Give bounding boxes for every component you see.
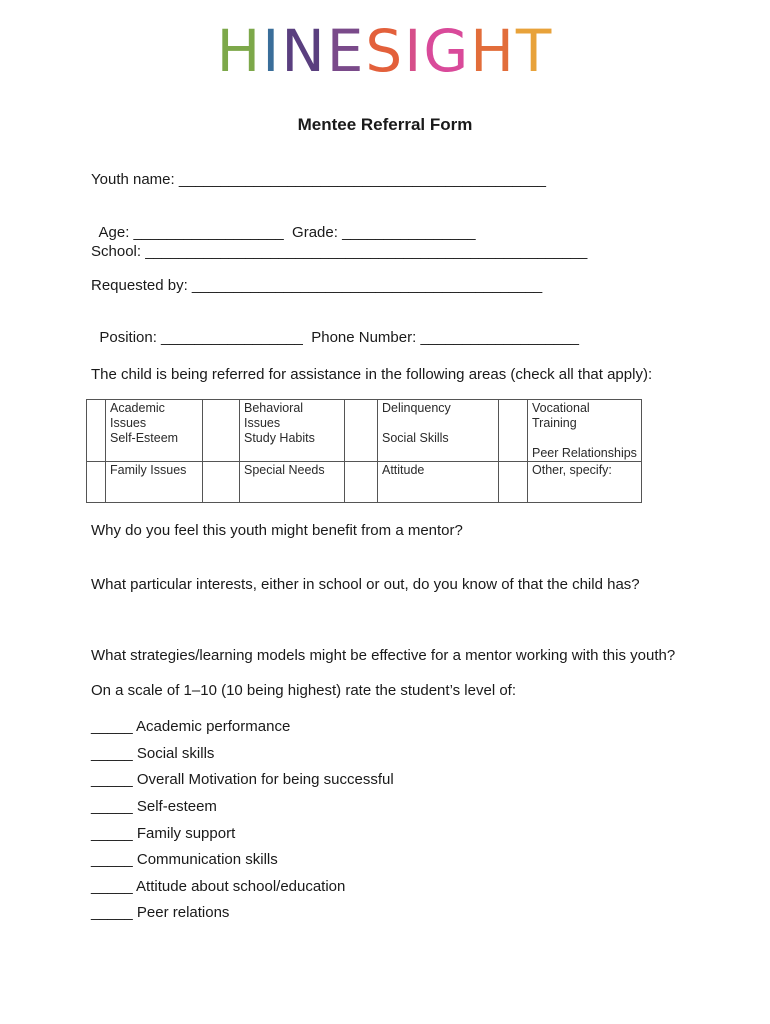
school-field[interactable]: School: _____________________________________________________ — [91, 243, 588, 260]
youth-name-field[interactable]: Youth name: ____________________________________________ — [91, 171, 546, 188]
checkbox-special-needs[interactable] — [203, 462, 240, 503]
referral-areas-table — [86, 399, 642, 503]
logo-letter: G — [423, 17, 471, 85]
area-label: Attitude — [382, 463, 425, 477]
rating-academic-performance[interactable]: _____ Academic performance — [91, 718, 291, 735]
area-label: Special Needs — [244, 463, 325, 477]
checkbox-other[interactable] — [499, 462, 528, 503]
rating-social-skills[interactable]: _____ Social skills — [91, 745, 215, 762]
area-label: Delinquency — [382, 401, 451, 415]
area-label: Behavioral — [244, 401, 304, 415]
area-label: Family Issues — [110, 463, 187, 477]
checkbox-vocational-peer[interactable] — [499, 400, 528, 462]
position-field[interactable]: Position: _________________ — [99, 329, 303, 346]
logo-letter: H — [216, 17, 263, 85]
logo-letter: T — [515, 17, 554, 85]
area-label: Issues — [110, 416, 147, 430]
area-label: Vocational Training — [532, 401, 590, 430]
checkbox-family-issues[interactable] — [87, 462, 106, 503]
question-interests: What particular interests, either in school or out, do you know of that the child has? — [91, 576, 640, 593]
area-label: Peer Relationships — [532, 446, 637, 460]
rating-peer-relations[interactable]: _____ Peer relations — [91, 904, 230, 921]
checkbox-attitude[interactable] — [345, 462, 378, 503]
phone-number-field[interactable]: Phone Number: ___________________ — [311, 329, 579, 346]
logo-letter: S — [365, 17, 405, 85]
checkbox-delinquency-social[interactable] — [345, 400, 378, 462]
checkbox-behavioral-study[interactable] — [203, 400, 240, 462]
age-field[interactable]: Age: __________________ — [98, 224, 284, 241]
area-label — [382, 416, 494, 431]
rating-motivation[interactable]: _____ Overall Motivation for being successful — [91, 771, 394, 788]
area-label: Social Skills — [382, 431, 449, 445]
area-label — [532, 431, 637, 446]
grade-field[interactable]: Grade: ________________ — [292, 224, 476, 241]
logo-letter: H — [470, 17, 516, 85]
logo-letter: I — [262, 17, 282, 85]
area-label: Other, specify: — [532, 463, 612, 477]
areas-intro: The child is being referred for assistance in the following areas (check all that apply): — [91, 366, 653, 383]
rating-self-esteem[interactable]: _____ Self-esteem — [91, 798, 217, 815]
rating-attitude-school[interactable]: _____ Attitude about school/education — [91, 878, 346, 895]
question-strategies: What strategies/learning models might be effective for a mentor working with this youth? — [91, 647, 676, 664]
form-title: Mentee Referral Form — [297, 115, 473, 134]
rating-scale-intro: On a scale of 1–10 (10 being highest) rate the student’s level of: — [91, 682, 516, 699]
rating-family-support[interactable]: _____ Family support — [91, 825, 236, 842]
area-label: Self-Esteem — [110, 431, 179, 445]
logo-letter: I — [404, 17, 424, 85]
checkbox-academic-selfesteem[interactable] — [87, 400, 106, 462]
area-label: Issues — [244, 416, 281, 430]
rating-communication[interactable]: _____ Communication skills — [91, 851, 278, 868]
hinesight-logo — [0, 18, 770, 84]
logo-letter: E — [326, 17, 366, 85]
area-label: Study Habits — [244, 431, 315, 445]
question-mentor-benefit: Why do you feel this youth might benefit from a mentor? — [91, 522, 463, 539]
area-label: Academic — [110, 401, 165, 415]
logo-letter: N — [281, 17, 327, 85]
requested-by-field[interactable]: Requested by: __________________________________________ — [91, 277, 543, 294]
